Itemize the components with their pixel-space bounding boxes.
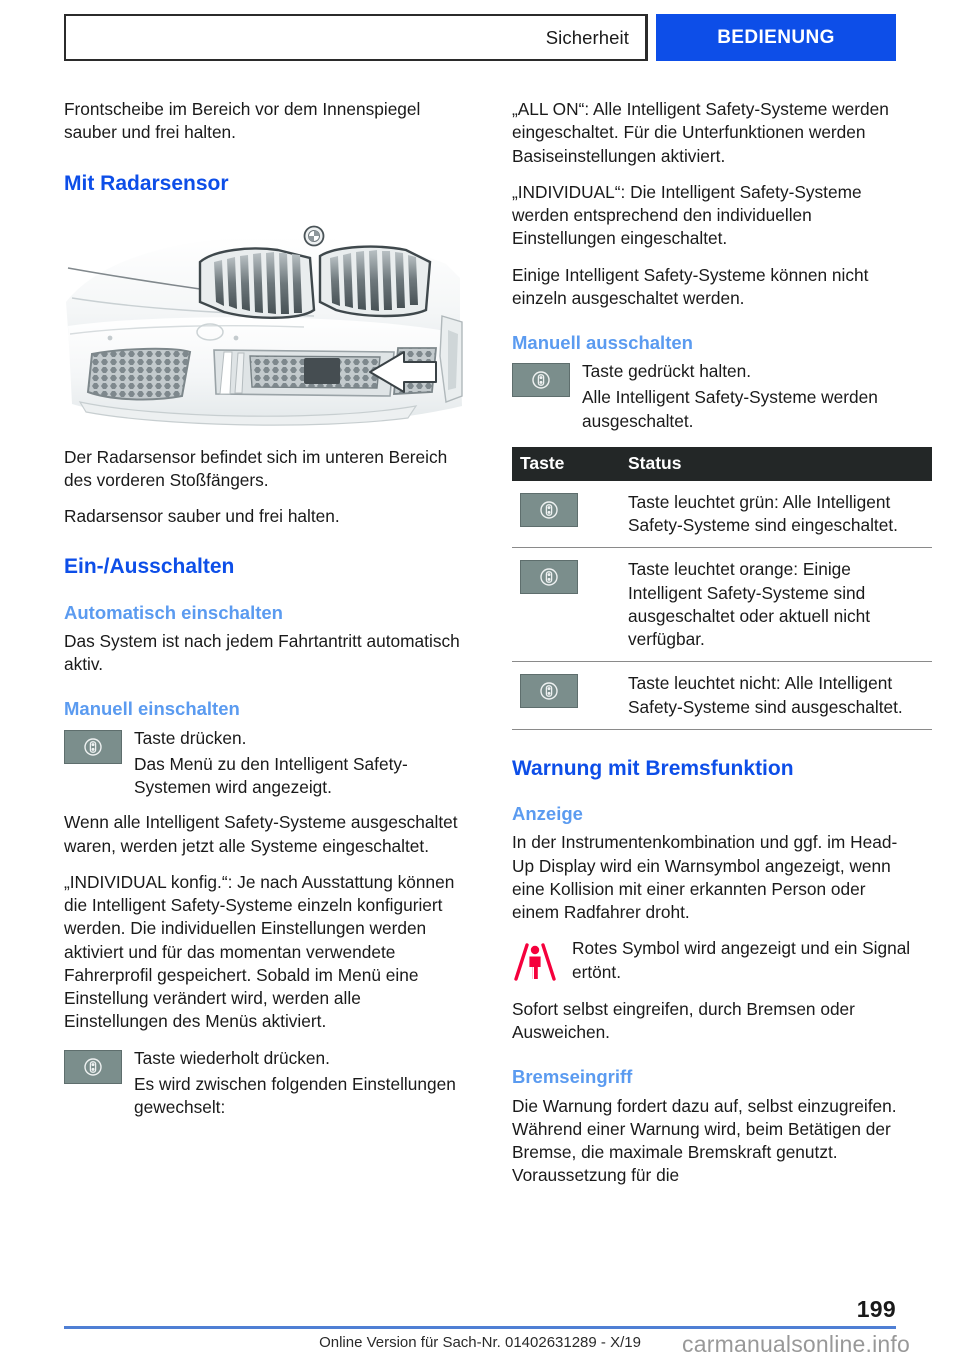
table-cell-icon [512,548,620,662]
step-result-text: Das Menü zu den Intelligent Safety-Systemen wird angezeigt. [134,753,408,797]
intelligent-safety-button-icon [520,493,578,527]
heading-mit-radarsensor: Mit Radarsensor [64,171,229,195]
warning-symbol-text: Rotes Symbol wird angezeigt und ein Signal ertönt. [572,938,911,982]
header-section-box [64,14,648,61]
warning-symbol-row [512,937,916,984]
intelligent-safety-button-icon [64,730,122,764]
step-result-text: Alle Intelligent Safety-Systeme werden ausgeschaltet. [582,387,878,431]
heading-warnung-mit-bremsfunktion: Warnung mit Bremsfunktion [512,756,794,780]
left-column [64,98,468,1131]
footer-note: Online Version für Sach-Nr. 01402631289 - X/19 [319,1334,641,1351]
step-taste-druecken [64,727,468,800]
step-taste-gedrueckt-halten [512,360,916,433]
footer-divider [64,1326,896,1329]
table-row [512,548,932,662]
table-cell-status: Taste leuchtet orange: Einige Intelligent Safety-Systeme sind ausgeschaltet oder aktuell nicht verfügbar. [620,548,932,662]
paragraph-individual: „INDIVIDUAL“: Die Intelligent Safety-Systeme werden entsprechend den individuellen Einstellungen eingeschaltet. [512,181,862,249]
step-action-text: Taste wiederholt drücken. [134,1047,330,1068]
table-row [512,481,932,548]
pedestrian-collision-warning-icon [512,939,558,983]
paragraph-sensor-clean: Radarsensor sauber und frei halten. [64,506,340,527]
table-row [512,662,932,730]
table-cell-icon [512,662,620,730]
paragraph-sensor-location: Der Radarsensor befindet sich im unteren Bereich des vorderen Stoßfängers. [64,446,448,490]
table-column-header-taste: Taste [512,447,620,481]
intelligent-safety-button-icon [512,363,570,397]
step-result-text: Es wird zwischen folgenden Einstellungen gewechselt: [134,1073,456,1117]
paragraph-sofort: Sofort selbst eingreifen, durch Bremsen oder Ausweichen. [512,998,855,1043]
right-column [512,98,916,1188]
step-taste-wiederholt-druecken [64,1047,468,1120]
paragraph-individual-konfig: „INDIVIDUAL konfig.“: Je nach Ausstattung können die Intelligent Safety-Systeme einzeln konfiguriert werden. Die individuellen Einstellungen werden aktiviert und für das momentan verwendete Fahrerprofil gespeichert. Sobald im Menü eine Einstellung verändert wird, werden alle Einstellungen des Menüs aktiviert. [64,871,455,1032]
paragraph-anzeige: In der Instrumentenkombination und ggf. im Head-Up Display wird ein Warnsymbol angezeigt, wenn eine Kollision mit einer erkannten Person oder einem Radfahrer droht. [512,832,898,923]
intelligent-safety-button-icon [520,674,578,708]
header-chapter-label: BEDIENUNG [717,26,835,48]
intelligent-safety-button-icon [520,560,578,594]
page-header [64,14,896,61]
paragraph-einige: Einige Intelligent Safety-Systeme können nicht einzeln ausgeschaltet werden. [512,264,869,308]
header-chapter-box [656,14,896,61]
table-cell-icon [512,481,620,548]
intro-paragraph: Frontscheibe im Bereich vor dem Innenspiegel sauber und frei halten. [64,99,421,143]
radar-sensor-figure [64,206,468,430]
status-table [512,447,932,730]
table-cell-status: Taste leuchtet grün: Alle Intelligent Safety-Systeme sind eingeschaltet. [620,481,932,548]
bmw-front-bumper-illustration [64,206,468,430]
paragraph-all-on: „ALL ON“: Alle Intelligent Safety-Systeme werden eingeschaltet. Für die Unterfunktionen werden Basiseinstellungen aktiviert. [512,99,889,166]
table-header-row [512,447,932,481]
table-column-header-status: Status [620,447,932,481]
paragraph-bremseingriff: Die Warnung fordert dazu auf, selbst einzugreifen. Während einer Warnung wird, beim Betätigen der Bremse, die maximale Bremskraft genutzt. Voraussetzung für die [512,1095,897,1186]
step-action-text: Taste gedrückt halten. [582,361,752,382]
heading-manuell-ausschalten: Manuell ausschalten [512,332,693,353]
watermark: carmanualsonline.info [682,1331,910,1357]
heading-manuell-einschalten: Manuell einschalten [64,698,240,720]
page-number: 199 [856,1296,896,1322]
heading-bremseingriff: Bremseingriff [512,1066,633,1088]
heading-anzeige: Anzeige [512,803,583,825]
step-action-text: Taste drücken. [134,727,247,748]
heading-ein-ausschalten: Ein-/Ausschalten [64,555,235,579]
heading-automatisch-einschalten: Automatisch einschalten [64,601,283,623]
paragraph-wenn-alle: Wenn alle Intelligent Safety-Systeme ausgeschaltet waren, werden jetzt alle Systeme eingeschaltet. [64,812,458,856]
paragraph-automatisch: Das System ist nach jedem Fahrtantritt automatisch aktiv. [64,630,460,675]
header-section-label: Sicherheit [545,26,629,48]
table-cell-status: Taste leuchtet nicht: Alle Intelligent Safety-Systeme sind ausgeschaltet. [620,662,932,730]
intelligent-safety-button-icon [64,1050,122,1084]
